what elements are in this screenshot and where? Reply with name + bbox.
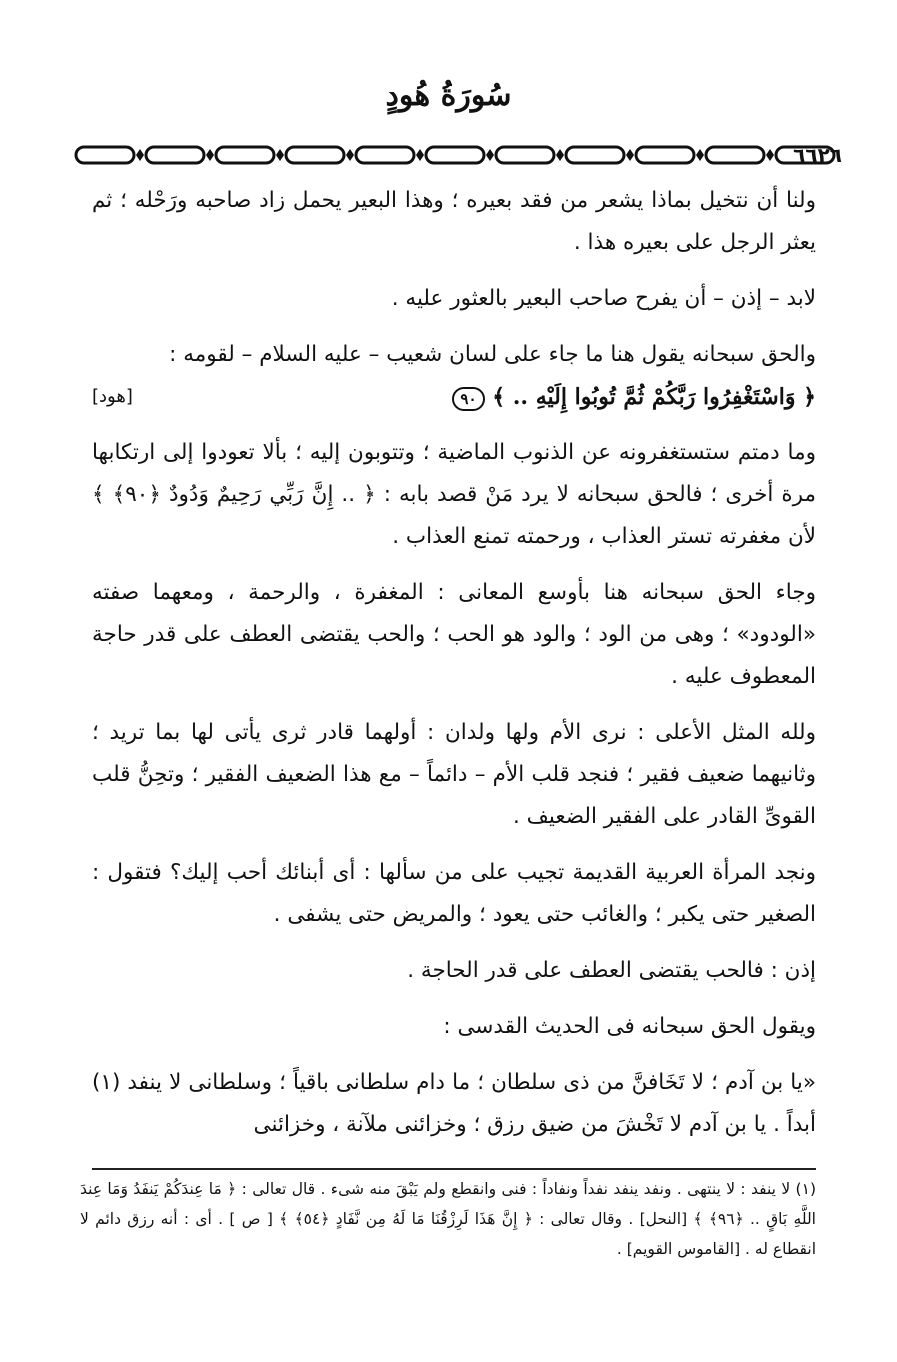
quran-verse bbox=[452, 376, 816, 418]
paragraph: إذن : فالحب يقتضى العطف على قدر الحاجة . bbox=[407, 958, 816, 983]
paragraph: وما دمتم ستستغفرونه عن الذنوب الماضية ؛ وتتوبون إليه ؛ بألا تعودوا إلى ارتكابها مرة أخرى ؛ فالحق سبحانه لا يرد مَنْ قصد بابه : ﴿ .. إِنَّ رَبِّي رَحِيمٌ وَدُودٌ ﴿٩٠﴾ ﴾ لأن مغفرته تستر العذاب ، ورحمته تمنع العذاب . bbox=[92, 440, 817, 549]
ornamental-border-icon bbox=[72, 140, 842, 170]
paragraph: ولله المثل الأعلى : نرى الأم ولها ولدان : أولهما قادر ثرى يأتى لها بما تريد ؛ وثانيهما ضعيف فقير ؛ فنجد قلب الأم – دائماً – مع هذا الضعيف الفقير ؛ وتحِنُّ قلب القوىِّ القادر على الفقير الضعيف . bbox=[92, 720, 816, 829]
surah-reference: [هود] bbox=[92, 386, 133, 407]
paragraph: ويقول الحق سبحانه فى الحديث القدسى : bbox=[443, 1014, 816, 1039]
paragraph: لابد – إذن – أن يفرح صاحب البعير بالعثور عليه . bbox=[391, 286, 816, 311]
paragraph: ولنا أن نتخيل بماذا يشعر من فقد بعيره ؛ وهذا البعير يحمل زاد صاحبه ورَحْله ؛ ثم يعثر الرجل على بعيره هذا . bbox=[92, 188, 816, 255]
paragraph: ونجد المرأة العربية القديمة تجيب على من سألها : أى أبنائك أحب إليك؟ فتقول : الصغير حتى يكبر ؛ والغائب حتى يعود ؛ والمريض حتى يشفى . bbox=[92, 860, 816, 927]
footnote-divider bbox=[92, 1168, 816, 1170]
quran-verse-line bbox=[92, 376, 816, 418]
paragraph: وجاء الحق سبحانه هنا بأوسع المعانى : المغفرة ، والرحمة ، ومعهما صفته «الودود» ؛ وهى من الود ؛ والود هو الحب ؛ والحب يقتضى العطف على قدر حاجة المعطوف عليه . bbox=[92, 580, 816, 689]
paragraph: والحق سبحانه يقول هنا ما جاء على لسان شعيب – عليه السلام – لقومه : bbox=[169, 342, 816, 367]
footnote: (١) لا ينفد : لا ينتهى . ونفد ينفد نفداً ونفاداً : فنى وانقطع ولم يَبْقَ منه شىء . قال تعالى : ﴿ مَا عِندَكُمْ يَنفَدُ وَمَا عِندَ اللَّهِ بَاقٍ .. ﴿٩٦﴾ ﴾ [النحل] . وقال تعالى : ﴿ إِنَّ هَذَا لَرِزْقُنَا مَا لَهُ مِن نَّفَادٍ ﴿٥٤﴾ ﴾ [ ص ] . أى : أنه رزق دائم لا انقطاع له . [القاموس القويم] . bbox=[80, 1180, 816, 1258]
verse-number-badge: ٩٠ bbox=[452, 387, 484, 411]
surah-title: سُورَةُ هُودٍ bbox=[385, 78, 512, 113]
paragraph: «يا بن آدم ؛ لا تَخَافنَّ من ذى سلطان ؛ ما دام سلطانى باقياً ؛ وسلطانى لا ينفد (١) أبداً . يا بن آدم لا تَخْشَ من ضيق رزق ؛ وخزائنى ملآنة ، وخزائنى bbox=[92, 1070, 816, 1137]
page-number: ٦٦٢٦ bbox=[793, 143, 842, 167]
main-text bbox=[92, 180, 816, 1160]
footnotes bbox=[80, 1174, 816, 1264]
quran-verse-text: ﴿ وَاسْتَغْفِرُوا رَبَّكُمْ ثُمَّ تُوبُوا إِلَيْهِ .. ﴾ bbox=[492, 384, 816, 410]
